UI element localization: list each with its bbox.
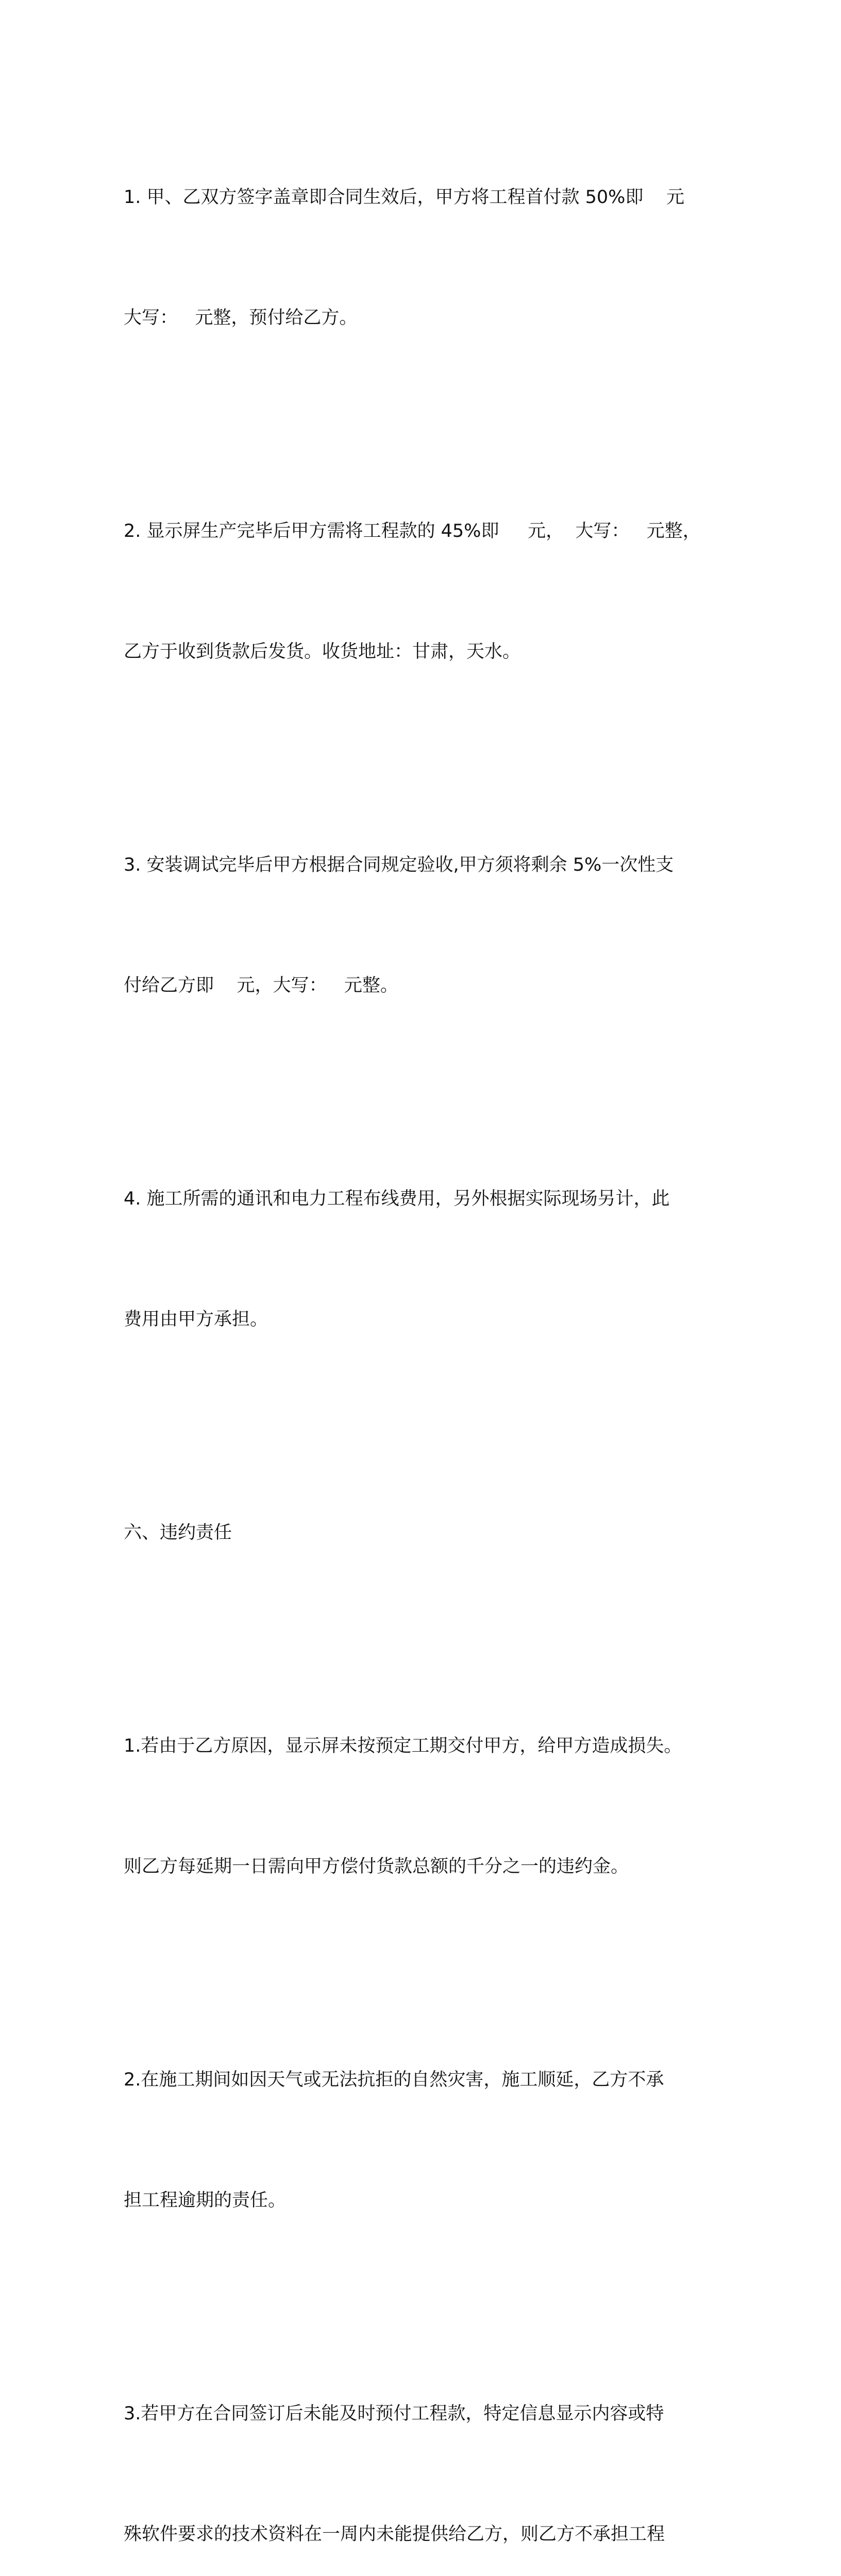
text-line: 4. 施工所需的通讯和电力工程布线费用，另外根据实际现场另计，此 [124,1189,670,1209]
text-line: 1. 甲、乙双方签字盖章即合同生效后，甲方将工程首付款 50%即 元 [124,187,684,208]
heading-text: 六、违约责任 [124,1522,232,1543]
liability-item-3 [124,2313,721,2576]
text-line: 2.在施工期间如因天气或无法抗拒的自然灾害，施工顺延，乙方不承 [124,2070,664,2090]
payment-item-2 [124,431,721,752]
payment-item-3 [124,765,721,1086]
liability-item-2 [124,1979,721,2301]
liability-item-1 [124,1646,721,1967]
text-line: 3. 安装调试完毕后甲方根据合同规定验收,甲方须将剩余 5%一次性支 [124,855,674,875]
section-heading-breach-liability [124,1432,721,1633]
text-line: 乙方于收到货款后发货。收货地址：甘肃，天水。 [124,641,521,662]
payment-item-4 [124,1098,721,1420]
payment-item-1 [124,97,721,418]
text-line: 大写： 元整，预付给乙方。 [124,308,358,328]
text-line: 担工程逾期的责任。 [124,2190,287,2211]
text-line: 则乙方每延期一日需向甲方偿付货款总额的千分之一的违约金。 [124,1856,629,1877]
text-line: 费用由甲方承担。 [124,1309,268,1330]
document-body [124,97,721,2576]
text-line: 付给乙方即 元，大写： 元整。 [124,975,398,996]
text-line: 2. 显示屏生产完毕后甲方需将工程款的 45%即 元， 大写： 元整， [124,521,701,541]
text-line: 1.若由于乙方原因，显示屏未按预定工期交付甲方，给甲方造成损失。 [124,1736,682,1756]
text-line: 殊软件要求的技术资料在一周内未能提供给乙方，则乙方不承担工程 [124,2524,665,2545]
text-line: 3.若甲方在合同签订后未能及时预付工程款，特定信息显示内容或特 [124,2403,664,2424]
